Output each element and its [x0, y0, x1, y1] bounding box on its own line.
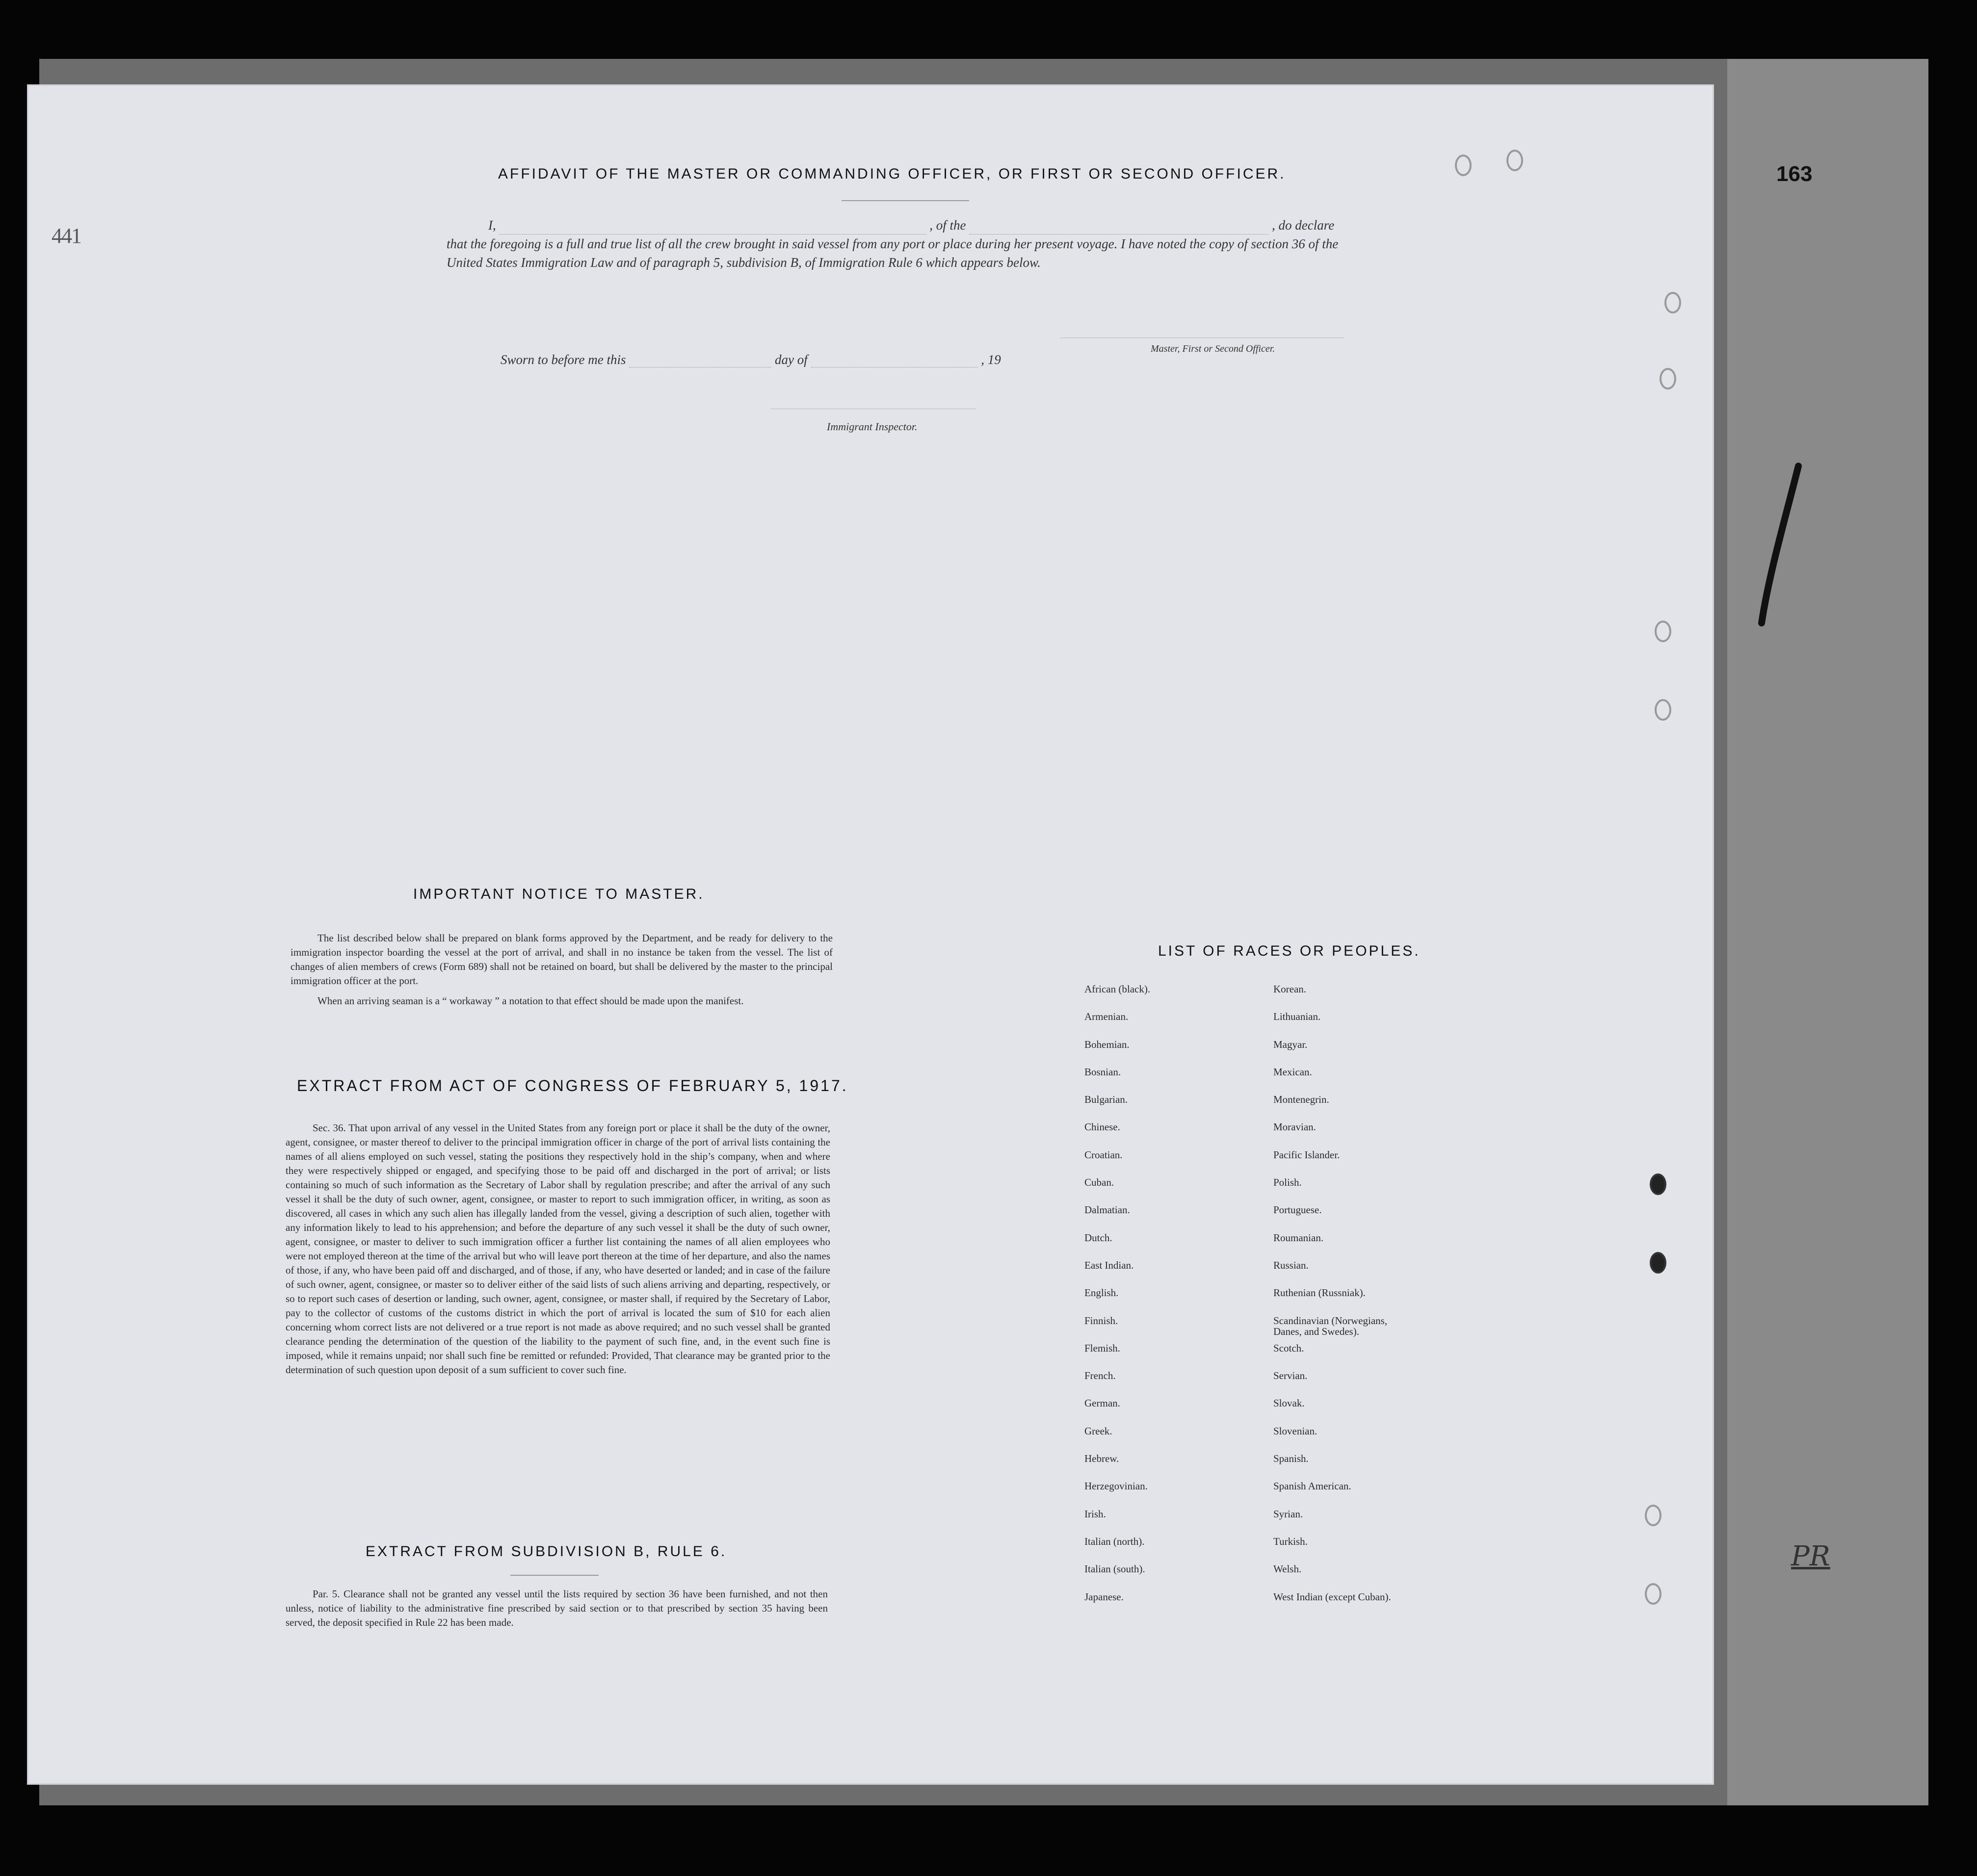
binder-hole	[1455, 155, 1472, 176]
race-item: Japanese.	[1084, 1590, 1124, 1603]
race-item: Roumanian.	[1273, 1231, 1324, 1244]
notice-paragraph: When an arriving seaman is a “ workaway ” a notation to that effect should be made upon the manifest.	[317, 995, 744, 1007]
race-item: Montenegrin.	[1273, 1094, 1329, 1106]
binder-hole	[1655, 699, 1671, 721]
race-item: Bulgarian.	[1084, 1094, 1128, 1106]
rule-paragraph-5	[286, 1587, 828, 1636]
race-item: Polish.	[1273, 1176, 1302, 1189]
race-item: English.	[1084, 1287, 1119, 1299]
race-item: Scandinavian (Norwegians, Danes, and Swedes).	[1273, 1314, 1388, 1337]
page-number: 163	[1776, 162, 1813, 186]
rule-title: EXTRACT FROM SUBDIVISION B, RULE 6.	[366, 1543, 727, 1560]
master-signature-label: Master, First or Second Officer.	[1151, 343, 1275, 354]
notice-paragraph: The list described below shall be prepared on blank forms approved by the Department, and be ready for delivery to the immigration inspector boarding the vessel at the port of arrival, and shall in no instance be taken from the vessel. The list of changes of alien members of crews (Form 689) shall not be retained on board, but shall be delivered by the master to the principal immigration officer at the port.	[290, 932, 833, 987]
rule-text: Par. 5. Clearance shall not be granted any vessel until the lists required by section 36 have been furnished, and not then unless, notice of liability to the administrative fine prescribed by said section or to that prescribed by section 35 having been served, the deposit specified in Rule 22 has been made.	[286, 1588, 828, 1628]
margin-note: 441	[52, 224, 81, 248]
race-item: Korean.	[1273, 983, 1307, 995]
race-item: Moravian.	[1273, 1121, 1316, 1133]
race-item: Pacific Islander.	[1273, 1148, 1340, 1161]
race-item: Spanish.	[1273, 1453, 1309, 1465]
race-item: Russian.	[1273, 1259, 1309, 1271]
inspector-label: Immigrant Inspector.	[827, 420, 918, 433]
race-item: Mexican.	[1273, 1066, 1312, 1078]
race-item: Irish.	[1084, 1508, 1106, 1520]
race-item: Dutch.	[1084, 1231, 1112, 1244]
race-item: Herzegovinian.	[1084, 1480, 1148, 1492]
declare-label: , do declare	[1272, 218, 1335, 233]
rule-title-rule	[510, 1575, 599, 1576]
race-item: Italian (north).	[1084, 1535, 1145, 1547]
binder-hole	[1650, 1173, 1666, 1195]
race-item: French.	[1084, 1370, 1116, 1382]
race-item: Lithuanian.	[1273, 1011, 1321, 1023]
race-item: Slovenian.	[1273, 1425, 1318, 1437]
handwritten-stroke	[1752, 461, 1811, 633]
affidavit-declaration-line	[447, 216, 1359, 234]
act-section-36	[286, 1121, 830, 1383]
affidavit-title: AFFIDAVIT OF THE MASTER OR COMMANDING OFFICER, OR FIRST OR SECOND OFFICER.	[498, 166, 1286, 182]
vessel-label: , of the	[929, 218, 966, 233]
binder-hole	[1506, 150, 1523, 171]
race-item: Bohemian.	[1084, 1038, 1130, 1050]
race-item: West Indian (except Cuban).	[1273, 1590, 1391, 1603]
races-list-right	[1273, 984, 1391, 1619]
sworn-line	[501, 352, 1001, 367]
race-item: Syrian.	[1273, 1508, 1303, 1520]
race-item: Slovak.	[1273, 1397, 1305, 1409]
races-title: LIST OF RACES OR PEOPLES.	[1158, 943, 1421, 959]
race-item: Croatian.	[1084, 1148, 1123, 1161]
binder-hole	[1664, 292, 1681, 313]
binder-hole	[1645, 1505, 1661, 1526]
race-item: Magyar.	[1273, 1038, 1308, 1050]
race-item: East Indian.	[1084, 1259, 1134, 1271]
race-item: Portuguese.	[1273, 1204, 1322, 1216]
year-label: , 19	[981, 352, 1001, 367]
race-item: African (black).	[1084, 983, 1151, 995]
race-item: Ruthenian (Russniak).	[1273, 1287, 1366, 1299]
race-item: Armenian.	[1084, 1011, 1129, 1023]
day-of-label: day of	[775, 352, 808, 367]
race-item: Finnish.	[1084, 1314, 1118, 1327]
race-item: Servian.	[1273, 1370, 1308, 1382]
affidavit-body: that the foregoing is a full and true list of all the crew brought in said vessel from any port or place during her present voyage. I have noted the copy of section 36 of the United States Immigration Law and of paragraph 5, subdivision B, of Immigration Rule 6 which appears below.	[447, 236, 1339, 270]
affidavit-title-rule	[842, 200, 969, 201]
act-title: EXTRACT FROM ACT OF CONGRESS OF FEBRUARY 5, 1917.	[297, 1077, 848, 1094]
race-item: German.	[1084, 1397, 1120, 1409]
races-list-left	[1084, 984, 1150, 1619]
document-page	[28, 86, 1713, 1783]
race-item: Bosnian.	[1084, 1066, 1121, 1078]
race-item: Turkish.	[1273, 1535, 1308, 1547]
act-text: Sec. 36. That upon arrival of any vessel in the United States from any foreign port or place it shall be the duty of the owner, agent, consignee, or master thereof to deliver to the principal immigration officer in charge of the port of arrival lists containing the names of all aliens employed on such vessel, stating the positions they respectively hold in the ship’s company, when and where they were respectively shipped or engaged, and specifying those to be paid off and discharged in the port of arrival; or lists containing so much of such information as the Secretary of Labor shall by regulation prescribe; and after the arrival of any such vessel it shall be the duty of such owner, agent, consignee, or master to report to such immigration officer, in writing, as soon as discovered, all cases in which any such alien has illegally landed from the vessel, giving a description of such alien, together with any information likely to lead to his apprehension; and before the departure of any such vessel it shall be the duty of such owner, agent, consignee, or master to deliver to such immigration officer a further list containing the names of all alien employees who were not employed thereon at the time of the arrival but who will leave port thereon at the time of her departure, and also the names of those, if any, who have been paid off and discharged, and of those, if any, who have deserted or landed; and in case of the failure of such owner, agent, consignee, or master so to deliver either of the said lists of such aliens arriving and departing, respectively, or so to report such cases of desertion or landing, such owner, agent, consignee, or master shall, if required by the Secretary of Labor, pay to the collector of customs of the customs district in which the port of arrival is located the sum of $10 for each alien concerning whom correct lists are not delivered or a true report is not made as above required; and no such vessel shall be granted clearance pending the determination of the question of the liability to the payment of such fine, and, in the event such fine is imposed, while it remains unpaid; nor shall such fine be remitted or refunded: Provided, That clearance may be granted prior to the determination of such question upon deposit of a sum sufficient to cover such fine.	[286, 1122, 830, 1376]
race-item: Spanish American.	[1273, 1480, 1351, 1492]
race-item: Welsh.	[1273, 1563, 1302, 1575]
notice-text	[290, 931, 833, 1014]
declarant-label: I,	[488, 218, 496, 233]
race-item: Scotch.	[1273, 1342, 1304, 1354]
race-item: Flemish.	[1084, 1342, 1120, 1354]
race-item: Hebrew.	[1084, 1453, 1119, 1465]
binder-hole	[1655, 621, 1671, 642]
binder-hole	[1650, 1252, 1666, 1274]
race-item: Cuban.	[1084, 1176, 1114, 1189]
binder-hole	[1645, 1583, 1661, 1605]
corner-note: PR	[1791, 1540, 1830, 1572]
race-item: Greek.	[1084, 1425, 1112, 1437]
race-item: Chinese.	[1084, 1121, 1120, 1133]
race-item: Italian (south).	[1084, 1563, 1145, 1575]
race-item: Dalmatian.	[1084, 1204, 1130, 1216]
sworn-label: Sworn to before me this	[501, 352, 626, 367]
notice-title: IMPORTANT NOTICE TO MASTER.	[413, 886, 705, 902]
binder-hole	[1660, 368, 1676, 390]
affidavit-statement	[447, 216, 1359, 272]
